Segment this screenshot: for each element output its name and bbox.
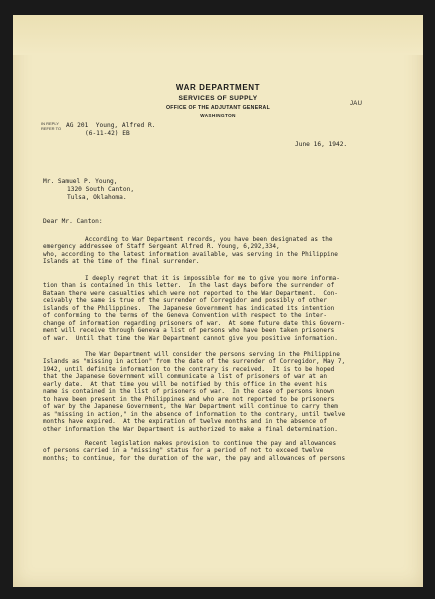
paragraph-line: ment will receive through Geneva a list of persons who have been taken prisoners: [43, 327, 335, 335]
paragraph-line: to have been present in the Philippines and who are not reported to be prisoners: [43, 395, 335, 403]
paragraph-line: change of information regarding prisoners of war. At some future date this Govern-: [43, 319, 346, 327]
paragraph-line: According to War Department records, you have been designated as the: [85, 236, 333, 243]
paragraph-line: of war. Until that time the War Department cannot give you positive information.: [43, 334, 338, 342]
refer-to-label: IN REPLY REFER TO: [41, 121, 62, 131]
paragraph-line: who, according to the latest information available, was serving in the Philippine: [43, 250, 338, 258]
paragraph-line: months; to continue, for the duration of the war, the pay and allowances of persons: [43, 454, 346, 462]
paragraph-4: [43, 440, 345, 462]
reference-line-2: (6-11-42) EB: [85, 130, 130, 137]
letterhead-office: OFFICE OF THE ADJUTANT GENERAL: [165, 105, 271, 111]
typist-initials: JAU: [350, 101, 363, 107]
paper-edge-shading: [13, 15, 423, 55]
paragraph-line: Islands as "missing in action" from the date of the surrender of Corregidor, May 7,: [43, 358, 346, 366]
paragraph-1: [43, 236, 338, 266]
paragraph-line: The War Department will consider the persons serving in the Philippine: [85, 351, 340, 358]
recipient-city: Tulsa, Oklahoma.: [67, 194, 127, 201]
paragraph-line: as "missing in action," in the absence of information to the contrary, until twelve: [43, 410, 346, 418]
paragraph-line: of persons carried in a "missing" status for a period of not to exceed twelve: [43, 447, 324, 455]
salutation: Dear Mr. Canton:: [43, 218, 103, 225]
paragraph-line: Islands at the time of the final surrender.: [43, 258, 200, 266]
letterhead-department: WAR DEPARTMENT: [175, 83, 261, 92]
paragraph-line: 1942, until definite information to the contrary is received. It is to be hoped: [43, 365, 335, 373]
letterhead-service: SERVICES OF SUPPLY: [178, 95, 258, 102]
paragraph-line: I deeply regret that it is impossible for me to give you more informa-: [85, 275, 340, 282]
paragraph-line: Bataan there were casualties which were not reported to the War Department. Con-: [43, 289, 338, 297]
paragraph-2: [43, 275, 345, 342]
paragraph-line: name is contained in the list of prisoners of war. In the case of persons known: [43, 388, 335, 396]
paragraph-line: that the Japanese Government will communicate a list of prisoners of war at an: [43, 373, 327, 381]
recipient-name: Mr. Samuel P. Young,: [43, 178, 118, 185]
reference-line-1: AG 201 Young, Alfred R.: [66, 122, 156, 129]
letter-sheet: [13, 15, 423, 587]
paragraph-line: tion than is contained in this letter. In the last days before the surrender of: [43, 282, 335, 290]
paragraph-line: Recent legislation makes provision to continue the pay and allowances: [85, 440, 337, 447]
letter-date: June 16, 1942.: [295, 141, 348, 148]
paragraph-line: early date. At that time you will be notified by this office in the event his: [43, 380, 327, 388]
letterhead-city: WASHINGTON: [200, 113, 236, 118]
paragraph-3: [43, 351, 345, 433]
recipient-street: 1320 South Canton,: [67, 186, 135, 193]
paragraph-line: emergency addressee of Staff Sergeant Alfred R. Young, 6,292,334,: [43, 243, 280, 251]
paragraph-line: months have expired. At the expiration of twelve months and in the absence of: [43, 418, 327, 426]
paragraph-line: other information the War Department is authorized to make a final determination.: [43, 425, 338, 433]
paragraph-line: of conforming to the terms of the Geneva Convention with respect to the inter-: [43, 312, 327, 320]
paragraph-line: of war by the Japanese Government, the War Department will continue to carry them: [43, 403, 338, 411]
paragraph-line: ceivably the same is true of the surrender of Corregidor and possibly of other: [43, 297, 327, 305]
paragraph-line: islands of the Philippines. The Japanese Government has indicated its intention: [43, 304, 335, 312]
